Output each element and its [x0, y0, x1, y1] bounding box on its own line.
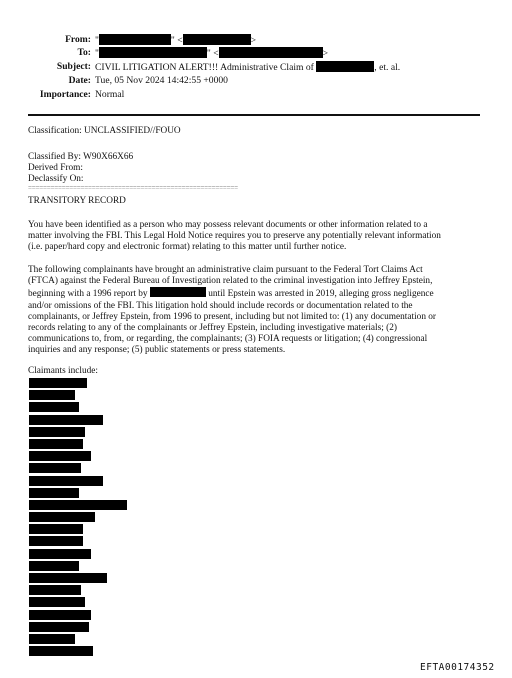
date-value: Tue, 05 Nov 2024 14:42:55 +0000 [95, 75, 228, 86]
importance-label: Importance: [39, 89, 91, 100]
angle-close: > [250, 35, 257, 46]
redaction [29, 439, 83, 449]
paragraph-line: and/or omissions of the FBI. This litigation hold should include records or documentation related to the [28, 300, 413, 311]
header-divider [28, 114, 480, 116]
redaction [29, 585, 81, 595]
quote-open: " [95, 48, 99, 59]
redaction [29, 390, 75, 400]
redaction [29, 610, 91, 620]
paragraph-line: communications to, from, or regarding, the complainants; (3) FOIA requests or litigation; (4) congressional [28, 334, 428, 345]
redaction [29, 427, 85, 437]
claimants-redacted-list [29, 378, 127, 658]
redaction [29, 512, 95, 522]
redaction [29, 646, 93, 656]
paragraph-line: The following complainants have brought an administrative claim pursuant to the Federal Tort Claims Act [28, 265, 423, 275]
derived-from: Derived From: [28, 163, 83, 173]
paragraph-line [28, 287, 483, 300]
angle-close: > [322, 48, 329, 59]
redaction [29, 402, 79, 412]
paragraph-line: (i.e. paper/hard copy and electronic format) relating to this matter until further notice. [28, 242, 347, 253]
to-row [0, 47, 512, 59]
para-line-end: until Epstein was arrested in 2019, alleging gross negligence [208, 289, 434, 300]
redaction [219, 47, 323, 58]
redaction [150, 287, 206, 297]
paragraph-line: matter involving the FBI. This Legal Hold Notice requires you to preserve any potentially relevant information [28, 231, 441, 242]
redaction [29, 500, 127, 510]
subject-prefix: CIVIL LITIGATION ALERT!!! Administrative Claim of [95, 62, 314, 73]
paragraph-1 [28, 220, 483, 254]
redaction [316, 61, 374, 72]
transitory-record: TRANSITORY RECORD [28, 196, 126, 206]
para-line-start: beginning with a 1996 report by [28, 289, 148, 300]
claimants-label: Claimants include: [28, 366, 98, 376]
redaction [99, 47, 207, 58]
paragraph-line: records relating to any of the complainants or Jeffrey Epstein, including investigative materials; (2) [28, 323, 398, 334]
subject-row [0, 61, 512, 73]
from-row [0, 34, 512, 46]
redaction [99, 34, 171, 45]
subject-suffix: , et. al. [374, 62, 401, 73]
paragraph-line: (FTCA) against the Federal Bureau of Investigation related to the criminal investigation into Jeffrey Epstein, [28, 276, 433, 287]
date-label: Date: [68, 75, 91, 86]
redaction [29, 488, 79, 498]
redaction [29, 451, 91, 461]
importance-value: Normal [95, 89, 125, 100]
redaction [29, 561, 79, 571]
redaction [29, 378, 87, 388]
redaction [29, 524, 83, 534]
subject-label: Subject: [56, 61, 91, 72]
redaction [29, 549, 91, 559]
redaction [29, 476, 103, 486]
from-label: From: [65, 34, 91, 45]
quote-close: " < [206, 48, 219, 59]
separator-line: ======================================================== [28, 184, 238, 192]
quote-open: " [95, 35, 99, 46]
paragraph-line: inquiries and any response; (5) public statements or press statements. [28, 345, 286, 356]
redaction [183, 34, 251, 45]
quote-close: " < [170, 35, 183, 46]
redaction [29, 463, 81, 473]
importance-row [0, 89, 512, 101]
paragraph-2 [28, 265, 483, 357]
redaction [29, 634, 75, 644]
declassify-on: Declassify On: [28, 174, 84, 184]
redaction [29, 622, 89, 632]
redaction [29, 536, 83, 546]
date-row [0, 75, 512, 87]
redaction [29, 597, 85, 607]
to-label: To: [77, 47, 91, 58]
paragraph-line: You have been identified as a person who may possess relevant documents or other information related to a [28, 220, 428, 230]
paragraph-line: complainants, or Jeffrey Epstein, from 1996 to present, including but not limited to: (1) any documentation or [28, 311, 437, 322]
classification: Classification: UNCLASSIFIED//FOUO [28, 126, 181, 136]
classified-by: Classified By: W90X66X66 [28, 152, 134, 162]
document-id: EFTA00174352 [420, 662, 495, 673]
redaction [29, 415, 103, 425]
redaction [29, 573, 107, 583]
